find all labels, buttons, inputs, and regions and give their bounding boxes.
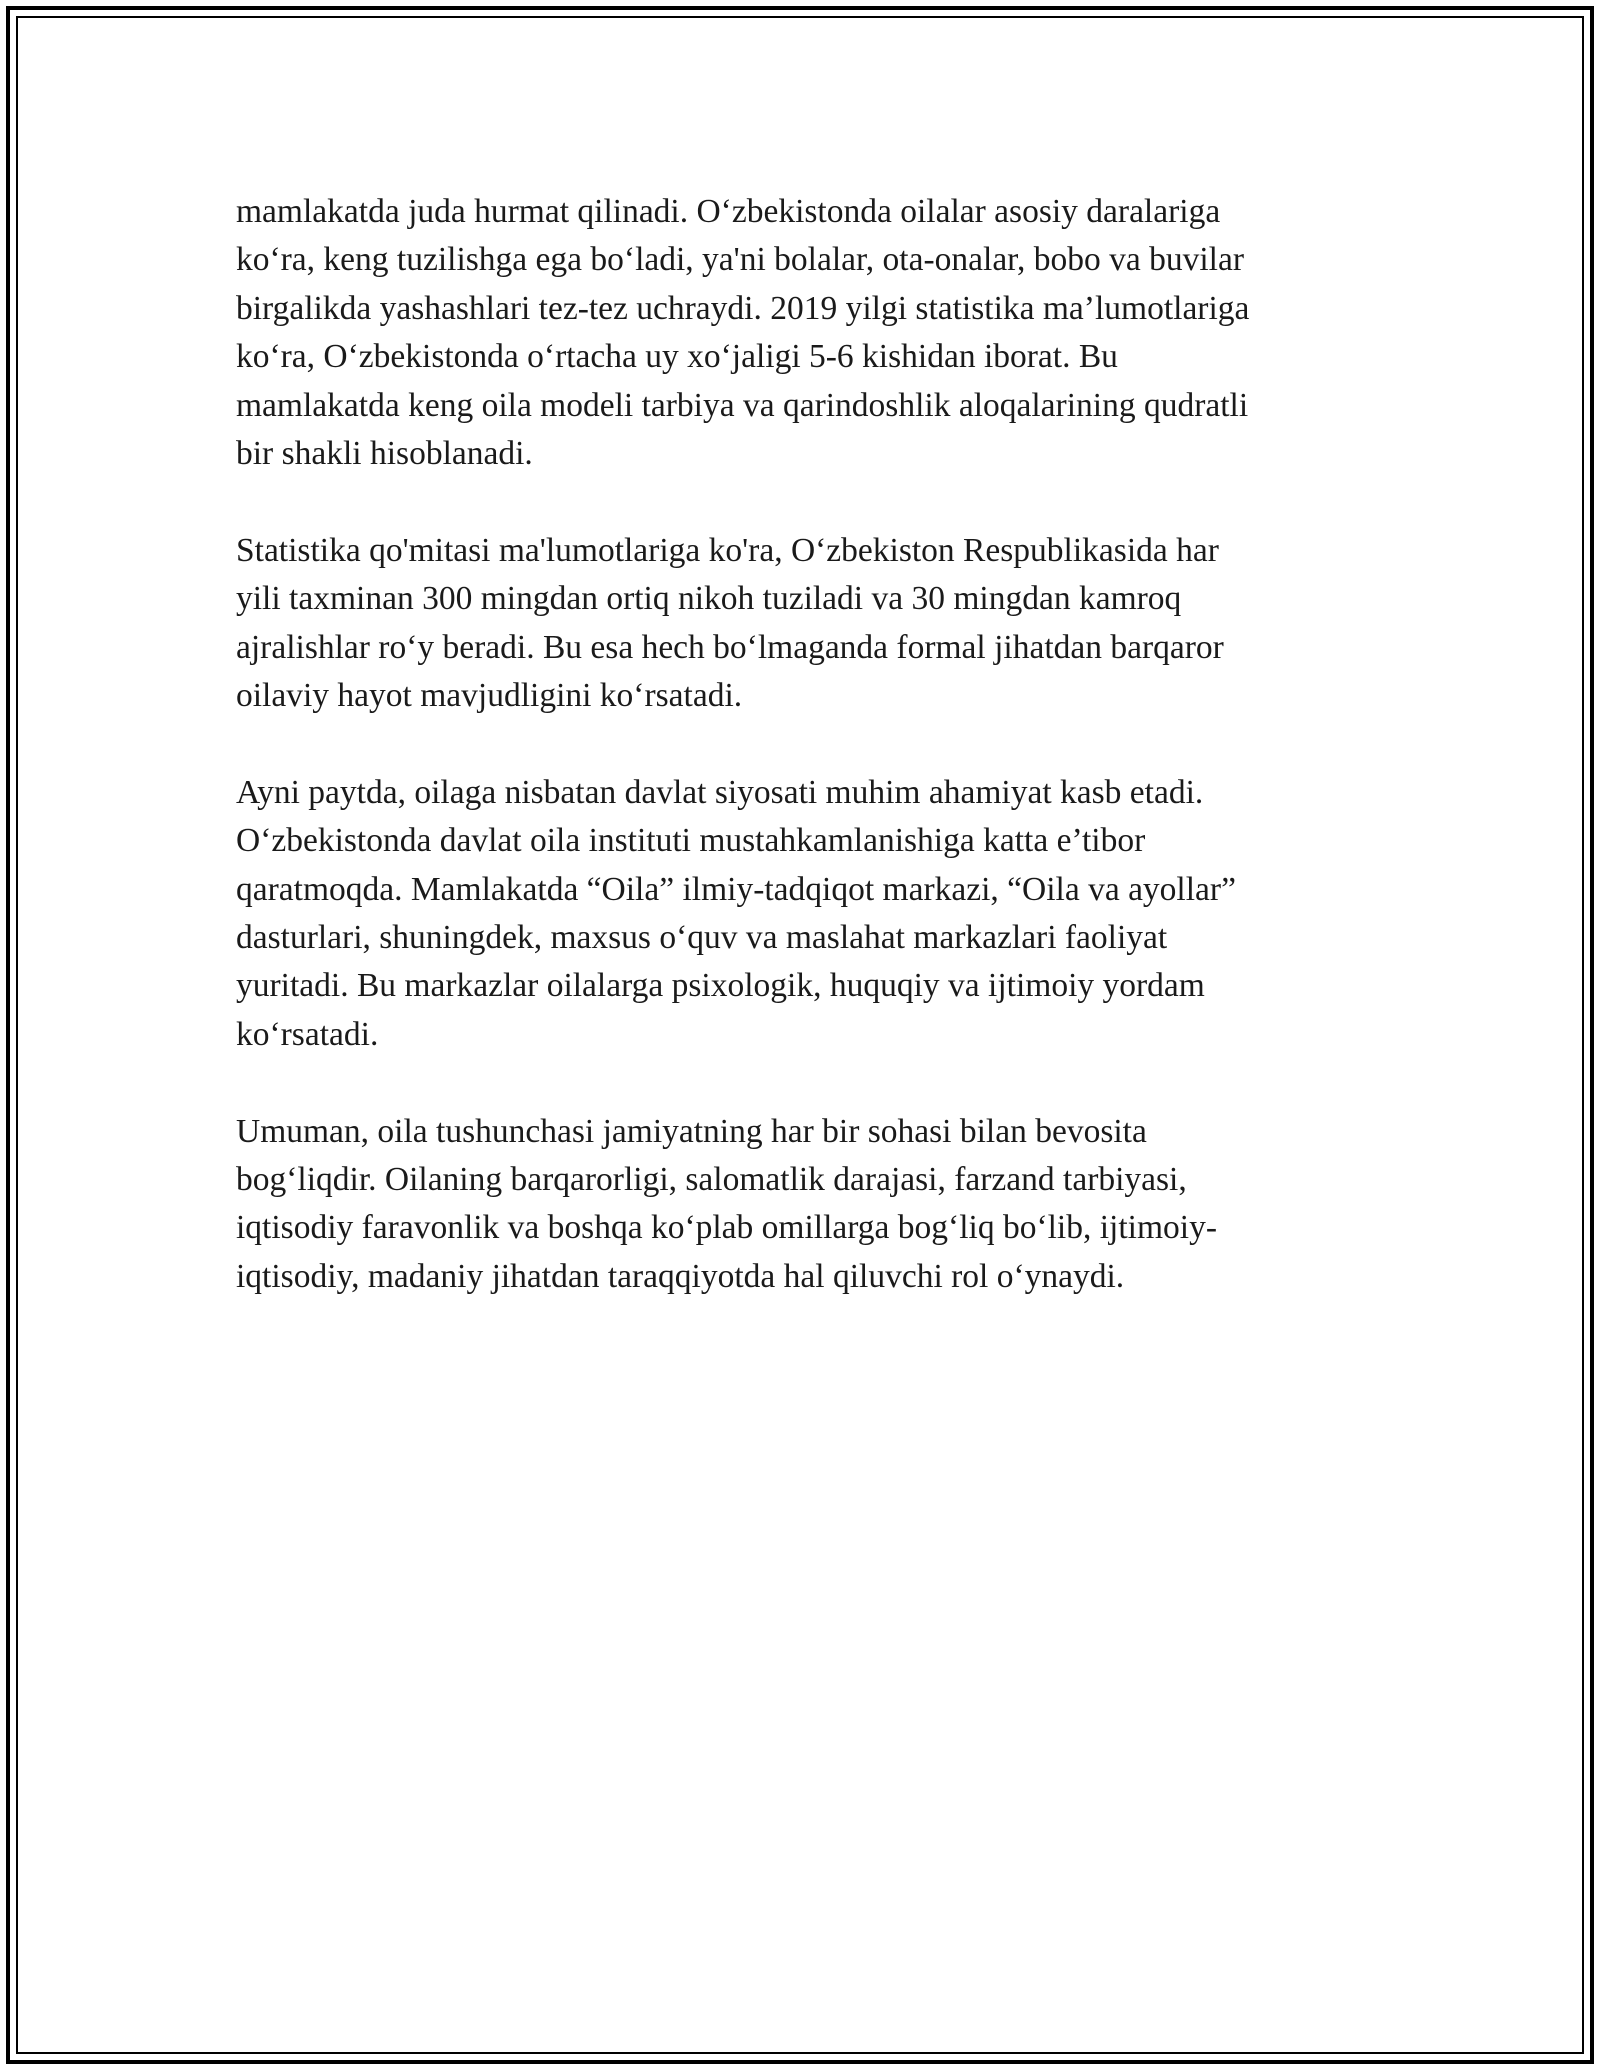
text-line: ajralishlar ro‘y beradi. Bu esa hech bo‘lmaganda formal jihatdan barqaror <box>236 628 1224 666</box>
text-line: dasturlari, shuningdek, maxsus o‘quv va maslahat markazlari faoliyat <box>236 919 1168 957</box>
text-line: Umuman, oila tushunchasi jamiyatning har bir sohasi bilan bevosita <box>236 1112 1147 1150</box>
text-line: ko‘ra, keng tuzilishga ega bo‘ladi, ya'ni bolalar, ota-onalar, bobo va buvilar <box>236 241 1245 279</box>
paragraph-3 <box>236 769 1366 1059</box>
text-line: Statistika qo'mitasi ma'lumotlariga ko'ra, O‘zbekiston Respublikasida har <box>236 531 1219 569</box>
text-line: O‘zbekistonda davlat oila instituti mustahkamlanishiga katta e’tibor <box>236 822 1146 860</box>
paragraph-2 <box>236 527 1366 721</box>
text-line: yili taxminan 300 mingdan ortiq nikoh tuziladi va 30 mingdan kamroq <box>236 580 1182 618</box>
text-line: ko‘ra, O‘zbekistonda o‘rtacha uy xo‘jaligi 5-6 kishidan iborat. Bu <box>236 338 1118 376</box>
text-line: ko‘rsatadi. <box>236 1015 379 1053</box>
text-line: qaratmoqda. Mamlakatda “Oila” ilmiy-tadqiqot markazi, “Oila va ayollar” <box>236 870 1236 908</box>
text-line: Ayni paytda, oilaga nisbatan davlat siyosati muhim ahamiyat kasb etadi. <box>236 773 1204 811</box>
text-line: yuritadi. Bu markazlar oilalarga psixologik, huquqiy va ijtimoiy yordam <box>236 967 1205 1005</box>
paragraph-4 <box>236 1108 1366 1302</box>
text-line: birgalikda yashashlari tez-tez uchraydi. 2019 yilgi statistika ma’lumotlariga <box>236 289 1250 327</box>
text-line: oilaviy hayot mavjudligini ko‘rsatadi. <box>236 677 743 715</box>
text-line: iqtisodiy, madaniy jihatdan taraqqiyotda hal qiluvchi rol o‘ynaydi. <box>236 1257 1125 1295</box>
document-body <box>236 188 1366 1350</box>
text-line: bir shakli hisoblanadi. <box>236 435 533 473</box>
text-line: bog‘liqdir. Oilaning barqarorligi, salomatlik darajasi, farzand tarbiyasi, <box>236 1161 1187 1199</box>
text-line: mamlakatda juda hurmat qilinadi. O‘zbekistonda oilalar asosiy daralariga <box>236 193 1221 230</box>
text-line: mamlakatda keng oila modeli tarbiya va qarindoshlik aloqalarining qudratli <box>236 386 1249 424</box>
text-line: iqtisodiy faravonlik va boshqa ko‘plab omillarga bog‘liq bo‘lib, ijtimoiy- <box>236 1209 1217 1247</box>
paragraph-1 <box>236 188 1366 478</box>
